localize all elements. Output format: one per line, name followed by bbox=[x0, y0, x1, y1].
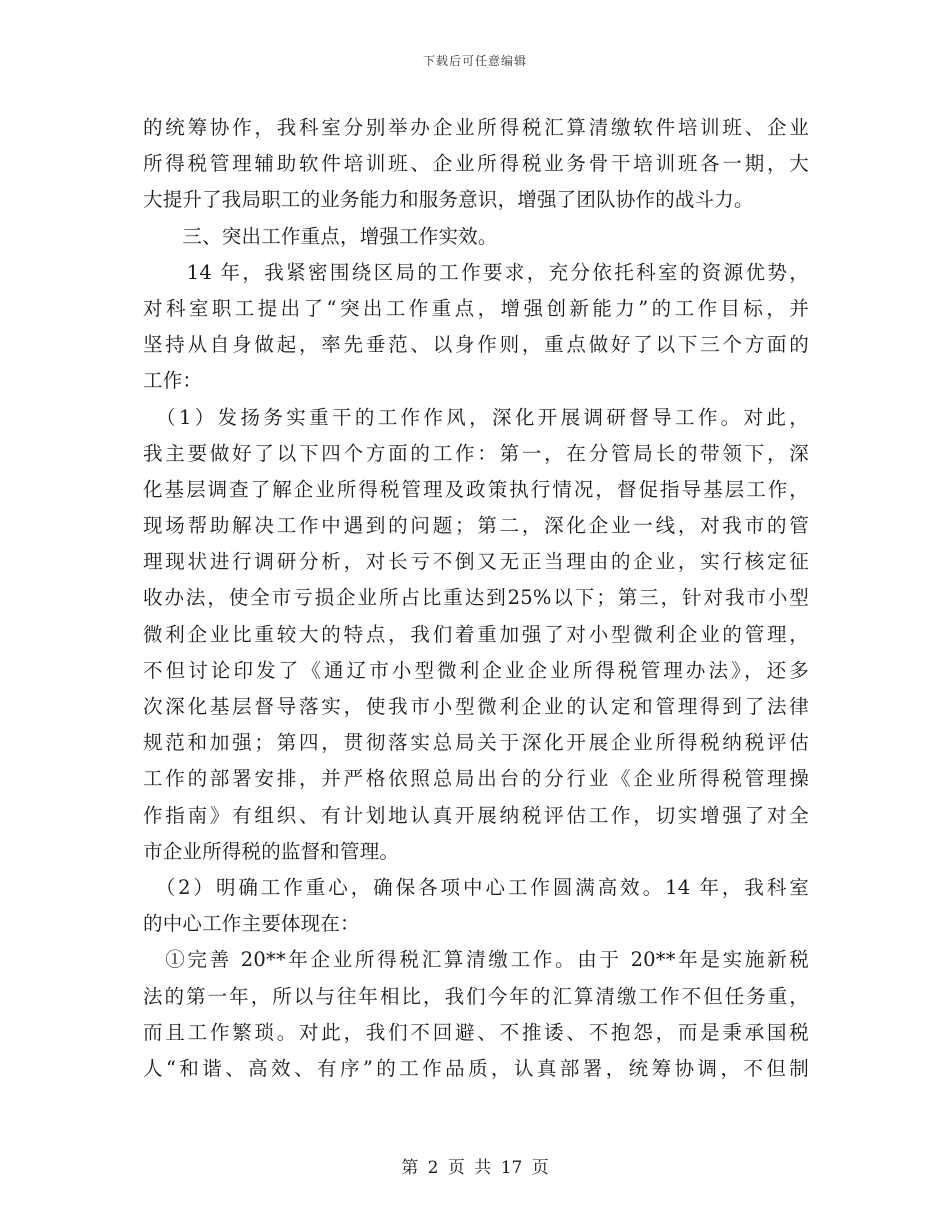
text-line: ①完善 20**年企业所得税汇算清缴工作。由于 20**年是实施新税 bbox=[143, 948, 809, 972]
text-line: 法的第一年，所以与往年相比，我们今年的汇算清缴工作不但任务重， bbox=[143, 984, 809, 1008]
text-line: 坚持从自身做起，率先垂范、以身作则，重点做好了以下三个方面的 bbox=[143, 333, 809, 357]
text-line: （1）发扬务实重干的工作作风，深化开展调研督导工作。对此， bbox=[143, 405, 809, 429]
text-line: 微利企业比重较大的特点，我们着重加强了对小型微利企业的管理， bbox=[143, 622, 809, 646]
text-line: 理现状进行调研分析，对长亏不倒又无正当理由的企业，实行核定征 bbox=[143, 550, 809, 574]
text-line: 而且工作繁琐。对此，我们不回避、不推诿、不抱怨，而是秉承国税 bbox=[143, 1020, 809, 1044]
text-line: 我主要做好了以下四个方面的工作：第一，在分管局长的带领下，深 bbox=[143, 441, 809, 465]
text-line: 的中心工作主要体现在： bbox=[143, 912, 360, 936]
text-line: 次深化基层督导落实，使我市小型微利企业的认定和管理得到了法律 bbox=[143, 695, 809, 718]
text-line: 的统筹协作，我科室分别举办企业所得税汇算清缴软件培训班、企业 bbox=[143, 116, 809, 139]
text-line: 对科室职工提出了“突出工作重点，增强创新能力”的工作目标，并 bbox=[143, 296, 809, 320]
page-header: 下载后可任意编辑 bbox=[422, 54, 527, 68]
text-line: 工作的部署安排，并严格依照总局出台的分行业《企业所得税管理操 bbox=[143, 767, 809, 791]
text-line: 市企业所得税的监督和管理。 bbox=[143, 839, 400, 863]
text-line: 人“和谐、高效、有序”的工作品质，认真部署，统筹协调，不但制 bbox=[143, 1056, 809, 1080]
text-line: 大提升了我局职工的业务能力和服务意识，增强了团队协作的战斗力。 bbox=[143, 188, 754, 212]
text-line: 三、突出工作重点，增强工作实效。 bbox=[143, 224, 498, 248]
text-line: 规范和加强；第四，贯彻落实总局关于深化开展企业所得税纳税评估 bbox=[143, 731, 809, 755]
text-line: 现场帮助解决工作中遇到的问题；第二，深化企业一线，对我市的管 bbox=[143, 514, 809, 538]
page-footer: 第 2 页 共 17 页 bbox=[401, 1158, 549, 1178]
text-line: 化基层调查了解企业所得税管理及政策执行情况，督促指导基层工作， bbox=[143, 477, 809, 501]
text-line: 工作： bbox=[143, 369, 203, 393]
document-body bbox=[143, 110, 809, 1087]
text-line: 作指南》有组织、有计划地认真开展纳税评估工作，切实增强了对全 bbox=[143, 803, 809, 827]
text-line: 14 年，我紧密围绕区局的工作要求，充分依托科室的资源优势， bbox=[143, 260, 809, 284]
text-line: 不但讨论印发了《通辽市小型微利企业企业所得税管理办法》，还多 bbox=[143, 658, 809, 682]
text-line: 收办法，使全市亏损企业所占比重达到25%以下；第三，针对我市小型 bbox=[143, 586, 809, 610]
text-line: 所得税管理辅助软件培训班、企业所得税业务骨干培训班各一期，大 bbox=[143, 152, 809, 176]
text-line: （2）明确工作重心，确保各项中心工作圆满高效。14 年，我科室 bbox=[143, 875, 809, 899]
